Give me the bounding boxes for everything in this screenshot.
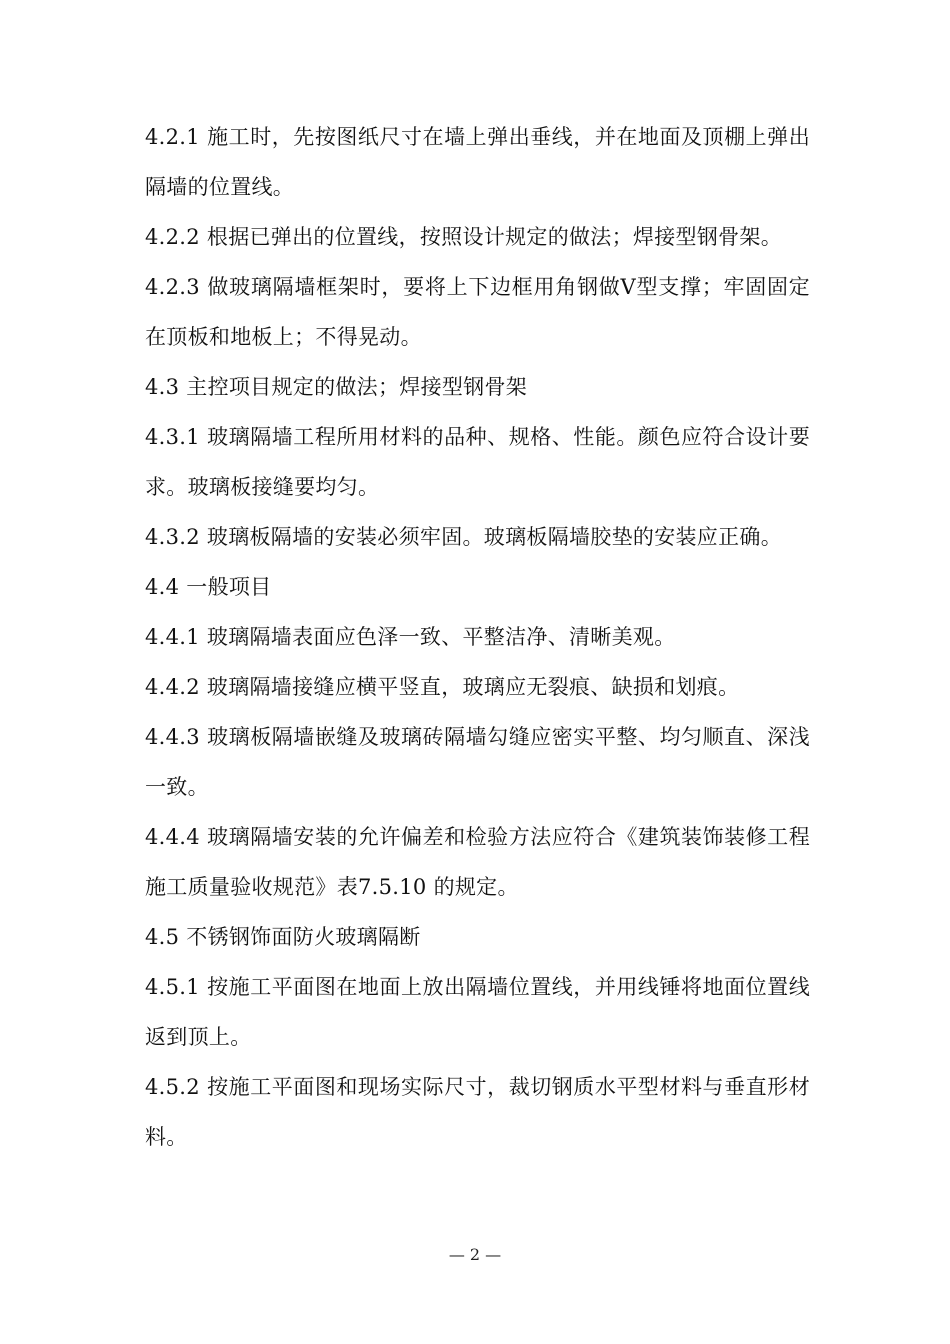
paragraph-4-4-4: 4.4.4 玻璃隔墙安装的允许偏差和检验方法应符合《建筑装饰装修工程施工质量验收规范》表7.5.10 的规定。 [145,825,810,899]
paragraph-4-3-1: 4.3.1 玻璃隔墙工程所用材料的品种、规格、性能。颜色应符合设计要求。玻璃板接缝要均匀。 [145,425,810,499]
paragraph-4-4-2: 4.4.2 玻璃隔墙接缝应横平竖直，玻璃应无裂痕、缺损和划痕。 [145,675,740,699]
paragraph-4-3-2: 4.3.2 玻璃板隔墙的安装必须牢固。玻璃板隔墙胶垫的安装应正确。 [145,525,783,549]
heading-4-5: 4.5 不锈钢饰面防火玻璃隔断 [145,925,421,949]
paragraph-4-4-1: 4.4.1 玻璃隔墙表面应色泽一致、平整洁净、清晰美观。 [145,625,676,649]
paragraph-4-2-1: 4.2.1 施工时，先按图纸尺寸在墙上弹出垂线，并在地面及顶棚上弹出隔墙的位置线。 [145,125,810,199]
paragraph-4-2-3: 4.2.3 做玻璃隔墙框架时，要将上下边框用角钢做V型支撑；牢固固定在顶板和地板上；不得晃动。 [145,275,810,349]
heading-4-4: 4.4 一般项目 [145,575,272,599]
document-body [145,112,810,1162]
paragraph-4-4-3: 4.4.3 玻璃板隔墙嵌缝及玻璃砖隔墙勾缝应密实平整、均匀顺直、深浅一致。 [145,725,810,799]
page-number: — 2 — [448,1245,502,1264]
paragraph-4-2-2: 4.2.2 根据已弹出的位置线，按照设计规定的做法；焊接型钢骨架。 [145,225,783,249]
heading-4-3: 4.3 主控项目规定的做法；焊接型钢骨架 [145,375,528,399]
paragraph-4-5-1: 4.5.1 按施工平面图在地面上放出隔墙位置线，并用线锤将地面位置线返到顶上。 [145,975,810,1049]
paragraph-4-5-2: 4.5.2 按施工平面图和现场实际尺寸，裁切钢质水平型材料与垂直形材料。 [145,1075,810,1149]
